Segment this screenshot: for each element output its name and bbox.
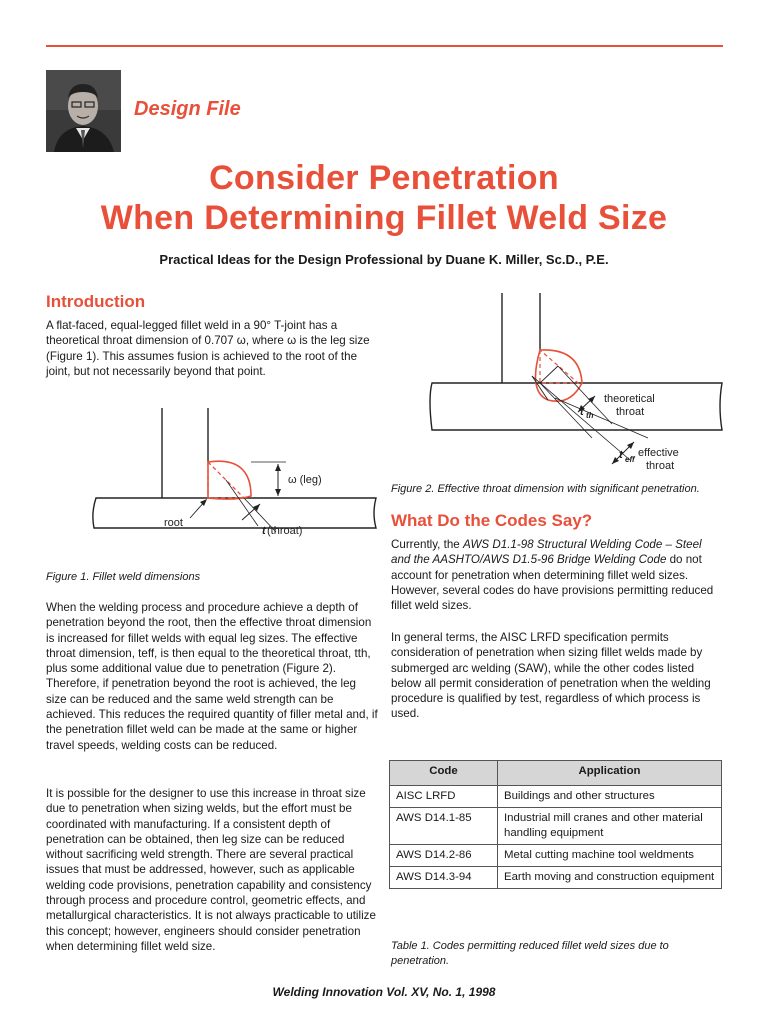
tth-sub-label: th — [586, 411, 594, 420]
table-1-caption: Table 1. Codes permitting reduced fillet weld sizes due to penetration. — [391, 940, 669, 967]
figure-2-caption: Figure 2. Effective throat dimension with significant penetration. — [391, 483, 700, 495]
intro-paragraph-3: It is possible for the designer to use this increase in throat size due to penetration when sizing welds, but the effort must be coordinated with manufacturing. If a consistent depth of penetration can be obtained, then leg size can be reduced without sacrificing weld strength. There are several practical issues that must be addressed, however, such as applicable welding code provisions, penetration capability and consistency through process and procedure control, geometric effects, and metallurgical characteristics. It is not always practicable to utilize this concept; however, engineers should consider penetration when determining fillet weld size. — [46, 787, 376, 953]
table-cell-application: Earth moving and construction equipment — [498, 867, 722, 889]
title-line-2: When Determining Fillet Weld Size — [100, 199, 668, 237]
throat-t-label: t — [262, 525, 266, 537]
title-line-1: Consider Penetration — [209, 159, 559, 197]
top-rule — [46, 45, 723, 47]
table-header-row — [390, 761, 722, 786]
codes-heading: What Do the Codes Say? — [391, 511, 593, 530]
teff-sub-label: eff — [625, 455, 635, 464]
figure-1-caption: Figure 1. Fillet weld dimensions — [46, 571, 201, 583]
intro-paragraph-1: A flat-faced, equal-legged fillet weld in a 90° T-joint has a theoretical throat dimension of 0.707 ω, where ω is the leg size (Figure 1). This assumes fusion is achieved to the root of the joint, but not necessarily beyond that point. — [46, 319, 370, 378]
table-cell-code: AWS D14.2-86 — [390, 845, 498, 867]
table-cell-application: Industrial mill cranes and other material handling equipment — [498, 808, 722, 845]
table-cell-code: AWS D14.3-94 — [390, 867, 498, 889]
table-row — [390, 786, 722, 808]
effective-label: effective — [638, 447, 679, 459]
column-header-code: Code — [390, 761, 498, 786]
table-cell-application: Metal cutting machine tool weldments — [498, 845, 722, 867]
table-cell-code: AISC LRFD — [390, 786, 498, 808]
intro-paragraph-2: When the welding process and procedure achieve a depth of penetration beyond the root, then the effective throat dimension is increased for fillet welds with equal leg sizes. The effective throat dimension, teff, is then equal to the theoretical throat, tth, plus some additional value due to penetration (Figure 2). Therefore, if penetration beyond the root is achieved, the leg size can be reduced and the same weld strength can be achieved. This reduces the required quantity of filler metal and, if the penetration fillet weld can be made at the same or higher travel speeds, welding costs can be reduced. — [46, 601, 378, 752]
root-label: root — [164, 517, 183, 529]
codes-paragraph-1: Currently, the AWS D1.1-98 Structural Welding Code – Steel and the AASHTO/AWS D1.5-96 Bridge Welding Code do not account for penetration when determining fillet weld sizes. However, several codes do have provisions permitting reduced fillet weld sizes. — [391, 538, 714, 613]
codes-paragraph-2: In general terms, the AISC LRFD specification permits consideration of penetration when sizing fillet welds made by submerged arc welding (SAW), while the other codes listed below all permit consideration of penetration when the welding procedure is qualified by test, regardless of which process is used. — [391, 631, 711, 721]
table-cell-application: Buildings and other structures — [498, 786, 722, 808]
leg-label: ω (leg) — [288, 474, 322, 486]
introduction-heading: Introduction — [46, 292, 146, 311]
codes-table — [389, 760, 722, 889]
theoretical-throat-label: throat — [616, 406, 645, 418]
throat-label: (throat) — [267, 525, 303, 537]
footer: Welding Innovation Vol. XV, No. 1, 1998 — [272, 985, 496, 999]
theoretical-label: theoretical — [604, 393, 655, 405]
section-label: Design File — [134, 98, 241, 120]
table-row — [390, 808, 722, 845]
author-photo — [46, 70, 121, 152]
byline: Practical Ideas for the Design Professional by Duane K. Miller, Sc.D., P.E. — [159, 252, 609, 267]
effective-throat-label: throat — [646, 460, 675, 472]
column-header-application: Application — [498, 761, 722, 786]
figure-2-diagram — [420, 288, 730, 478]
table-row — [390, 867, 722, 889]
teff-label: t — [619, 449, 623, 461]
figure-1-diagram — [46, 398, 382, 558]
table-row — [390, 845, 722, 867]
table-cell-code: AWS D14.1-85 — [390, 808, 498, 845]
tth-label: t — [580, 406, 584, 418]
